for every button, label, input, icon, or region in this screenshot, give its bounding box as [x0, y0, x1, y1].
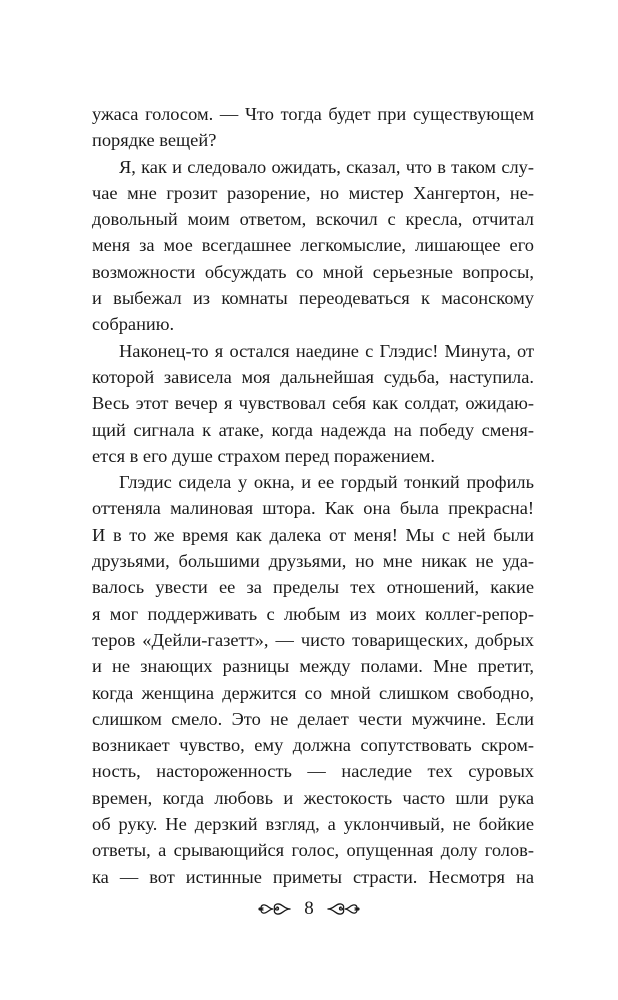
scroll-flourish-icon — [326, 900, 360, 918]
text-line: ответы, а срывающийся голос, опущенная долу голов- — [92, 840, 534, 861]
text-line: порядке вещей? — [92, 130, 217, 151]
page-footer — [0, 897, 618, 921]
book-page-text — [92, 101, 534, 890]
text-line: И в то же время как далека от меня! Мы с ней были — [92, 524, 534, 545]
text-line: собранию. — [92, 314, 175, 335]
text-line: ка — вот истинные приметы страсти. Несмотря на — [92, 866, 534, 887]
text-line: Наконец-то я остался наедине с Глэдис! Минута, от — [119, 340, 534, 361]
text-line: ность, настороженность — наследие тех суровых — [92, 761, 534, 782]
text-line: Глэдис сидела у окна, и ее гордый тонкий профиль — [119, 472, 534, 493]
paragraph — [92, 154, 534, 338]
text-line: и не знающих разницы между полами. Мне претит, — [92, 656, 534, 677]
paragraph — [92, 469, 534, 890]
text-line: довольный моим ответом, вскочил с кресла, отчитал — [92, 209, 534, 230]
text-line: об руку. Не дерзкий взгляд, а уклончивый, не бойкие — [92, 814, 534, 835]
text-line: времен, когда любовь и жестокость часто шли рука — [92, 787, 534, 808]
text-line: я мог поддерживать с любым из моих коллег-репор- — [92, 603, 534, 624]
text-line: слишком смело. Это не делает чести мужчине. Если — [92, 708, 534, 729]
text-line: валось увести ее за пределы тех отношений, какие — [92, 577, 534, 598]
text-line: меня за мое всегдашнее легкомыслие, лишающее его — [92, 235, 534, 256]
text-line: оттеняла малиновая штора. Как она была прекрасна! — [92, 498, 534, 519]
text-line: Я, как и следовало ожидать, сказал, что в таком слу- — [119, 156, 534, 177]
text-line: чае мне грозит разорение, но мистер Хангертон, не- — [92, 182, 534, 203]
text-line: возникает чувство, ему должна сопутствовать скром- — [92, 735, 534, 756]
text-line: теров «Дейли-газетт», — чисто товарищеских, добрых — [92, 629, 534, 650]
text-line: ужаса голосом. — Что тогда будет при существующем — [92, 104, 534, 124]
text-line: когда женщина держится со мной слишком свободно, — [92, 682, 534, 703]
text-line: ется в его душе страхом перед поражением. — [92, 445, 435, 466]
text-line: которой зависела моя дальнейшая судьба, наступила. — [92, 366, 534, 387]
text-line: возможности обсуждать со мной серьезные вопросы, — [92, 261, 534, 282]
text-line: и выбежал из комнаты переодеваться к масонскому — [92, 288, 534, 309]
paragraph — [92, 101, 534, 154]
text-line: Весь этот вечер я чувствовал себя как солдат, ожидаю- — [92, 393, 534, 414]
scroll-flourish-icon — [258, 900, 292, 918]
text-line: друзьями, большими друзьями, но мне никак не уда- — [92, 551, 534, 572]
text-line: щий сигнала к атаке, когда надежда на победу сменя- — [92, 419, 534, 440]
paragraph — [92, 338, 534, 469]
page-number: 8 — [304, 898, 314, 919]
